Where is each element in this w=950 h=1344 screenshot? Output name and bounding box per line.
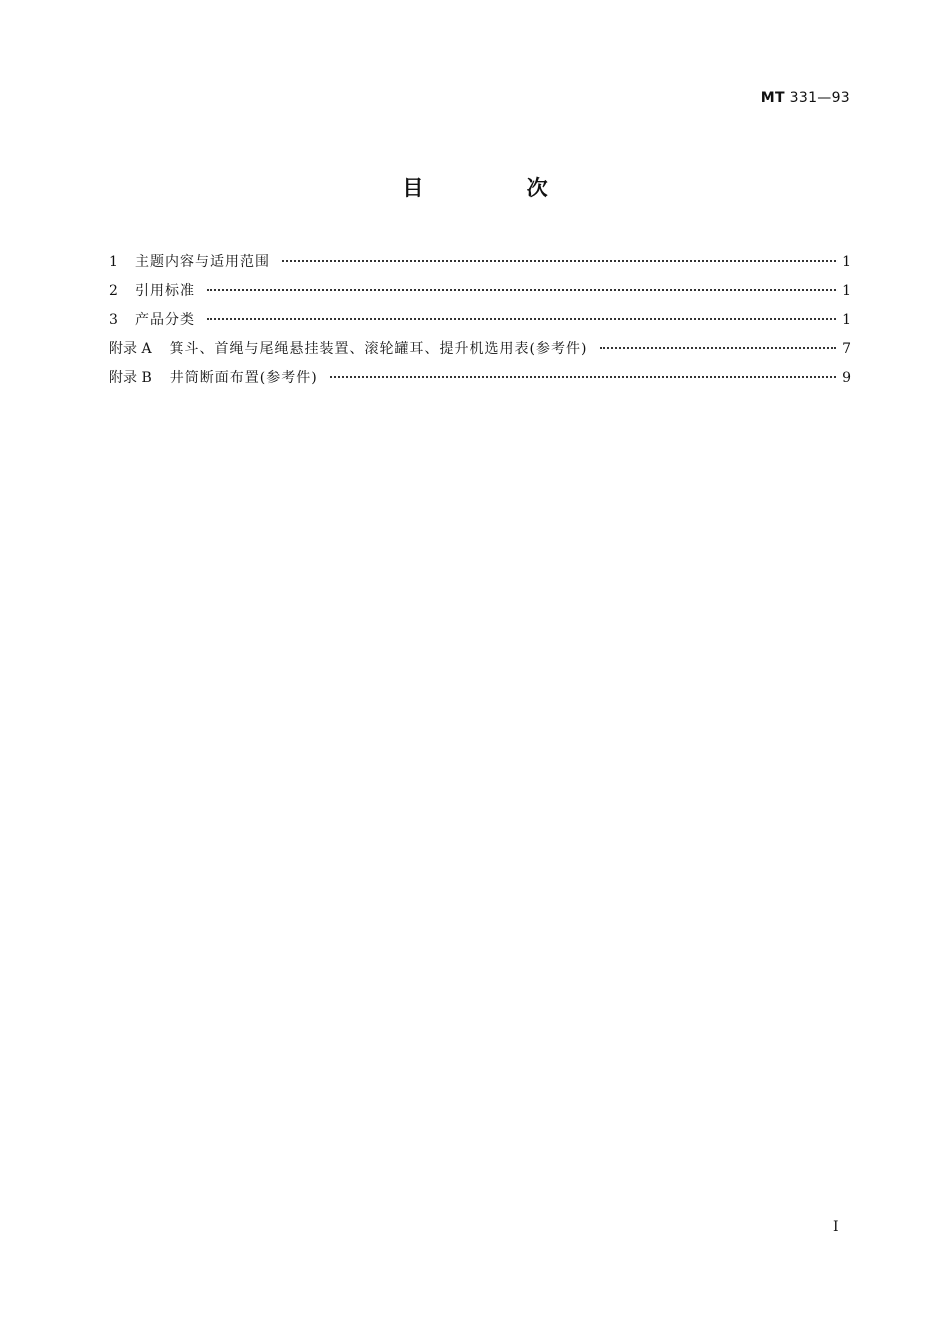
toc-entry[interactable] — [109, 308, 851, 337]
toc-dot-leader — [207, 318, 836, 320]
standard-prefix: MT — [760, 90, 785, 106]
toc-entry-title: 产品分类 — [135, 312, 195, 328]
toc-dot-leader — [282, 260, 836, 262]
toc-entry-page: 7 — [842, 341, 851, 357]
standard-number: 331—93 — [789, 90, 850, 106]
toc-entry-appendix-b[interactable] — [109, 366, 851, 395]
table-of-contents — [109, 250, 851, 395]
toc-dot-leader — [207, 289, 836, 291]
page-number: I — [833, 1219, 839, 1235]
toc-entry-number: 1 — [109, 254, 118, 270]
toc-dot-leader — [600, 347, 837, 349]
toc-entry-number: 2 — [109, 283, 118, 299]
toc-entry-title: 井筒断面布置(参考件) — [169, 370, 318, 386]
toc-entry-title: 箕斗、首绳与尾绳悬挂装置、滚轮罐耳、提升机选用表(参考件) — [169, 341, 588, 357]
toc-entry-page: 1 — [842, 312, 851, 328]
toc-entry[interactable] — [109, 250, 851, 279]
toc-entry-appendix-a[interactable] — [109, 337, 851, 366]
toc-entry-page: 9 — [842, 370, 851, 386]
toc-entry-page: 1 — [842, 283, 851, 299]
toc-entry-page: 1 — [842, 254, 851, 270]
toc-entry[interactable] — [109, 279, 851, 308]
toc-entry-number: 附录 B — [109, 370, 152, 386]
toc-entry-number: 3 — [109, 312, 118, 328]
page-title: 目 次 — [402, 176, 596, 200]
toc-entry-title: 主题内容与适用范围 — [135, 254, 270, 270]
toc-entry-title: 引用标准 — [135, 283, 195, 299]
toc-entry-number: 附录 A — [109, 341, 152, 357]
toc-dot-leader — [330, 376, 836, 378]
standard-code — [761, 90, 850, 106]
